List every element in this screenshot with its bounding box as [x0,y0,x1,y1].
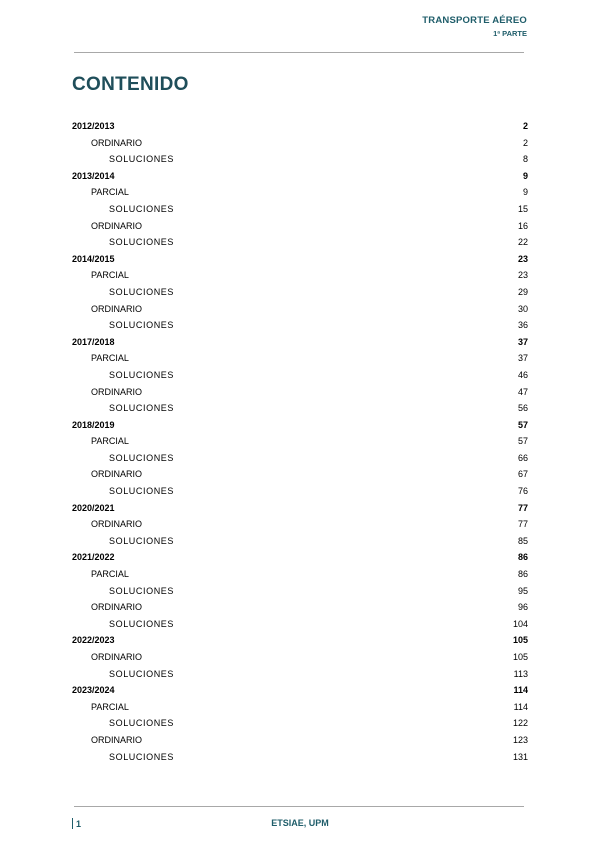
toc-entry-label: SOLUCIONES [109,535,175,546]
toc-entry-label: 2020/2021 [72,502,115,513]
toc-entry[interactable] [72,749,528,766]
toc-entry-label: PARCIAL [91,436,129,447]
toc-entry-page: 15 [517,203,528,214]
toc-entry-label: 2022/2023 [72,635,115,646]
toc-entry[interactable] [72,201,528,218]
toc-entry-label: ORDINARIO [91,469,143,480]
toc-entry-page: 22 [517,237,528,248]
toc-entry-label: 2013/2014 [72,170,115,181]
toc-entry-label: 2023/2024 [72,685,115,696]
toc-entry-page: 104 [512,618,528,629]
toc-entry-page: 114 [513,685,528,696]
toc-entry-page: 36 [517,320,528,331]
toc-entry-page: 86 [517,552,528,563]
toc-entry-label: SOLUCIONES [109,486,175,497]
toc-entry-label: SOLUCIONES [109,718,175,729]
toc-entry-page: 2 [522,137,528,148]
toc-entry-page: 77 [517,502,528,513]
toc-entry-page: 66 [517,452,528,463]
toc-entry-page: 122 [512,718,528,729]
toc-entry-page: 123 [512,734,528,745]
toc-entry-page: 105 [512,635,528,646]
toc-entry-page: 56 [517,403,528,414]
toc-entry[interactable] [72,583,528,600]
toc-entry-page: 105 [512,652,528,662]
toc-entry-page: 76 [517,486,528,497]
toc-entry[interactable] [72,549,528,566]
table-of-contents [72,118,528,765]
toc-entry[interactable] [72,699,528,716]
toc-entry[interactable] [72,599,528,616]
toc-entry-label: ORDINARIO [91,734,143,745]
toc-entry-page: 30 [517,303,528,314]
toc-entry-page: 47 [517,386,528,397]
toc-entry-label: SOLUCIONES [109,320,175,331]
toc-entry[interactable] [72,400,528,417]
toc-entry-page: 2 [522,121,528,131]
toc-entry-page: 37 [517,336,528,347]
toc-entry[interactable] [72,616,528,633]
toc-entry-page: 9 [522,187,528,198]
toc-entry-label: 2018/2019 [72,419,115,430]
toc-entry[interactable] [72,267,528,284]
header-divider [74,52,524,53]
toc-entry-page: 37 [517,353,528,364]
toc-entry-page: 57 [517,419,528,430]
toc-entry[interactable] [72,135,528,152]
toc-entry-page: 113 [513,668,528,679]
toc-entry-page: 114 [513,701,528,712]
toc-entry[interactable] [72,218,528,235]
toc-entry-label: SOLUCIONES [109,154,175,165]
toc-entry[interactable] [72,516,528,533]
page-title: CONTENIDO [72,74,189,95]
toc-entry-label: PARCIAL [91,270,129,281]
toc-entry[interactable] [72,301,528,318]
toc-entry-label: PARCIAL [91,701,129,712]
toc-entry[interactable] [72,417,528,434]
header-subtitle: 1ª PARTE [493,29,527,38]
footer-divider [74,806,524,807]
toc-entry-page: 46 [517,369,528,380]
toc-entry-label: SOLUCIONES [109,585,175,596]
toc-entry[interactable] [72,317,528,334]
toc-entry[interactable] [72,732,528,749]
toc-entry-label: SOLUCIONES [109,668,175,679]
toc-entry[interactable] [72,483,528,500]
toc-entry[interactable] [72,151,528,168]
toc-entry[interactable] [72,682,528,699]
toc-entry[interactable] [72,251,528,268]
toc-entry-label: PARCIAL [91,353,129,364]
toc-entry-label: 2012/2013 [72,121,115,131]
toc-entry[interactable] [72,649,528,666]
toc-entry-page: 9 [522,170,528,181]
toc-entry[interactable] [72,715,528,732]
toc-entry-label: SOLUCIONES [109,452,175,463]
toc-entry-page: 96 [517,602,528,613]
toc-entry[interactable] [72,533,528,550]
toc-entry[interactable] [72,450,528,467]
toc-entry[interactable] [72,632,528,649]
toc-entry-label: PARCIAL [91,187,129,198]
page-number-text: 1 [76,819,82,829]
toc-entry[interactable] [72,118,528,135]
running-header [422,14,527,40]
toc-entry-label: ORDINARIO [91,386,143,397]
toc-entry[interactable] [72,168,528,185]
toc-entry-label: 2014/2015 [72,253,115,264]
toc-entry-page: 85 [517,535,528,546]
toc-entry-page: 77 [517,519,528,530]
toc-entry-label: SOLUCIONES [109,286,175,297]
toc-entry-label: SOLUCIONES [109,751,175,762]
toc-entry-page: 16 [517,220,528,231]
footer-institution: ETSIAE, UPM [271,818,329,828]
toc-entry[interactable] [72,384,528,401]
toc-entry-page: 29 [517,286,528,297]
toc-entry-page: 131 [512,751,528,762]
toc-entry[interactable] [72,566,528,583]
toc-entry-label: SOLUCIONES [109,403,175,414]
toc-entry[interactable] [72,666,528,683]
toc-entry-label: SOLUCIONES [109,618,175,629]
toc-entry-page: 86 [517,569,528,580]
toc-entry-label: SOLUCIONES [109,369,175,380]
toc-entry-page: 57 [517,436,528,447]
toc-entry-page: 23 [517,270,528,281]
toc-entry-label: ORDINARIO [91,303,143,314]
toc-entry[interactable] [72,367,528,384]
toc-entry-label: 2021/2022 [72,552,115,563]
toc-entry[interactable] [72,466,528,483]
toc-entry-label: PARCIAL [91,569,129,580]
toc-entry[interactable] [72,500,528,517]
toc-entry[interactable] [72,334,528,351]
toc-entry-label: ORDINARIO [91,137,143,148]
toc-entry-label: SOLUCIONES [109,237,175,248]
toc-entry-page: 23 [517,253,528,264]
toc-entry-label: ORDINARIO [91,652,143,662]
toc-entry-label: ORDINARIO [91,220,143,231]
toc-entry[interactable] [72,433,528,450]
header-title: TRANSPORTE AÉREO [422,15,527,26]
toc-entry-label: ORDINARIO [91,602,143,613]
toc-entry[interactable] [72,350,528,367]
toc-entry-label: 2017/2018 [72,336,115,347]
toc-entry-label: SOLUCIONES [109,203,175,214]
toc-entry[interactable] [72,184,528,201]
toc-entry-page: 95 [517,585,528,596]
toc-entry[interactable] [72,284,528,301]
toc-entry-page: 8 [522,154,528,165]
toc-entry-page: 67 [517,469,528,480]
toc-entry-label: ORDINARIO [91,519,143,530]
toc-entry[interactable] [72,234,528,251]
